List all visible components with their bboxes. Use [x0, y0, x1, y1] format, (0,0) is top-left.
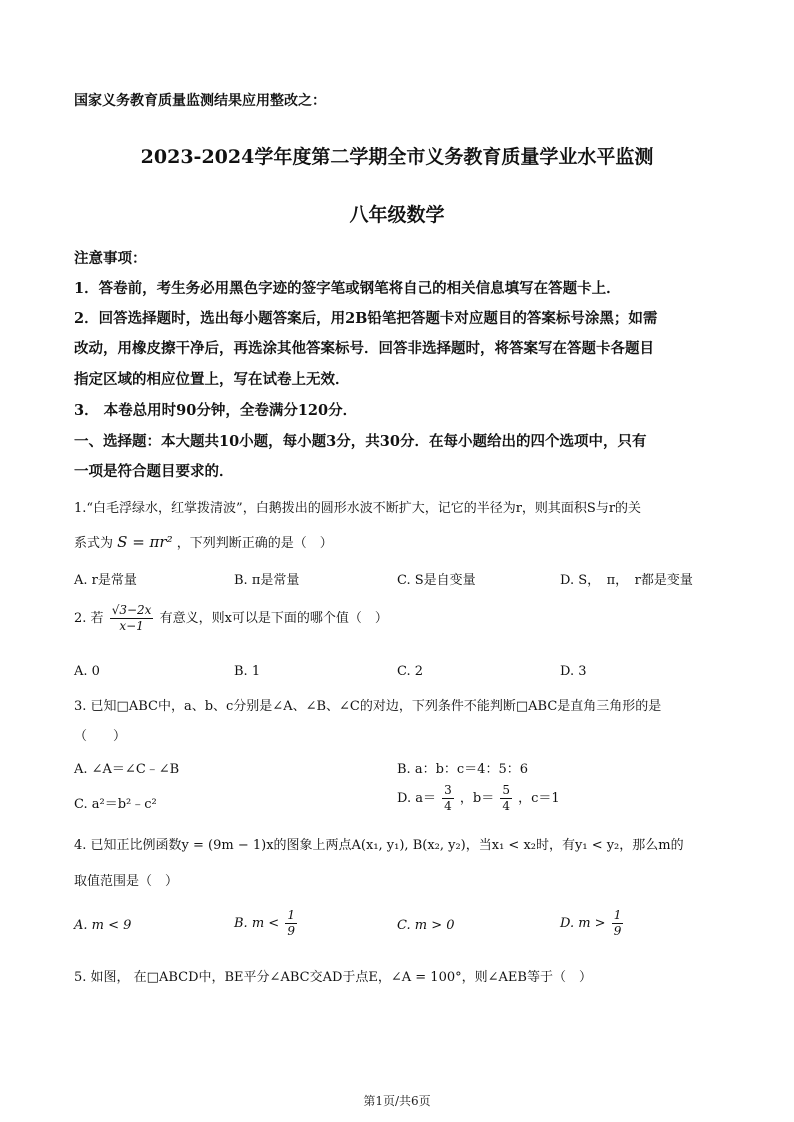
q4-fraction-b	[285, 908, 297, 939]
q2-numerator: √3−2x	[111, 603, 152, 617]
q4-option-b-prefix: B. m <	[234, 916, 280, 931]
q2-option-c: C. 2	[397, 664, 424, 679]
q2-denominator: x−1	[119, 619, 144, 633]
q2-fraction	[110, 603, 154, 634]
q2-prefix: 2. 若	[74, 611, 104, 626]
notice-item-1: 1．答卷前，考生务必用黑色字迹的签字笔或钢笔将自己的相关信息填写在答题卡上．	[74, 280, 621, 297]
section-heading: 一、选择题：本大题共10小题，每小题3分，共30分．在每小题给出的四个选项中，只有	[74, 433, 647, 450]
q2-option-a: A. 0	[74, 664, 100, 679]
q4-option-d	[560, 908, 625, 939]
q2-option-b: B. 1	[234, 664, 261, 679]
q1-option-d: D. S， π， r都是变量	[560, 573, 693, 588]
notice-item-2-cont2: 指定区域的相应位置上，写在试卷上无效．	[74, 371, 350, 388]
q1-suffix: ，下列判断正确的是（ ）	[176, 536, 333, 551]
q3-option-c: C. a²＝b²﹣c²	[74, 797, 157, 812]
q4-option-d-prefix: D. m >	[560, 916, 606, 931]
q3-option-d	[397, 783, 560, 814]
q3-fraction-b-den: 4	[502, 799, 511, 813]
q3-option-a: A. ∠A＝∠C﹣∠B	[74, 762, 180, 777]
q1-stem-cont	[74, 532, 333, 551]
section-heading-cont: 一项是符合题目要求的．	[74, 463, 234, 480]
q4-option-a: A. m < 9	[74, 918, 132, 933]
q3-option-d-mid: ，b＝	[459, 791, 495, 806]
q3-option-b: B. a：b：c＝4：5：6	[397, 762, 528, 777]
q1-stem: 1.“白毛浮绿水，红掌拨清波”，白鹅拨出的圆形水波不断扩大，记它的半径为r，则其面积S与r的关	[74, 501, 642, 516]
q2-suffix: 有意义，则x可以是下面的哪个值（ ）	[159, 611, 388, 626]
notice-heading: 注意事项：	[74, 250, 147, 267]
q3-stem-cont: （ ）	[74, 729, 127, 744]
q2-stem	[74, 603, 388, 634]
q4-fraction-b-num: 1	[287, 908, 295, 922]
q4-fraction-b-den: 9	[287, 924, 295, 938]
q3-option-d-prefix: D. a＝	[397, 791, 436, 806]
q4-fraction-d	[612, 908, 624, 939]
q4-option-b	[234, 908, 299, 939]
q3-fraction-a-num: 3	[444, 783, 452, 797]
q3-fraction-b	[500, 783, 512, 814]
q1-option-a: A. r是常量	[74, 573, 137, 588]
exam-title: 2023-2024学年度第二学期全市义务教育质量学业水平监测	[140, 146, 654, 168]
q4-option-c: C. m > 0	[397, 918, 455, 933]
q3-fraction-a	[442, 783, 454, 814]
notice-item-2: 2．回答选择题时，选出每小题答案后，用2B铅笔把答题卡对应题目的答案标号涂黑；如需	[74, 310, 658, 327]
notice-item-2-cont: 改动，用橡皮擦干净后，再选涂其他答案标号．回答非选择题时，将答案写在答题卡各题目	[74, 340, 654, 357]
q4-fraction-d-den: 9	[613, 924, 622, 938]
q1-option-c: C. S是自变量	[397, 573, 476, 588]
q4-fraction-d-num: 1	[613, 908, 622, 922]
q1-prefix: 系式为	[74, 536, 114, 551]
q4-stem-cont: 取值范围是（ ）	[74, 874, 179, 889]
q3-stem: 3. 已知□ABC中，a、b、c分别是∠A、∠B、∠C的对边，下列条件不能判断□ABC是直角三角形的是	[74, 699, 662, 714]
q1-option-b: B. π是常量	[234, 573, 300, 588]
q3-option-d-suffix: ，c＝1	[518, 791, 560, 806]
q3-fraction-b-num: 5	[502, 783, 511, 797]
exam-subject: 八年级数学	[349, 204, 445, 226]
q3-fraction-a-den: 4	[444, 799, 452, 813]
q5-stem: 5. 如图， 在□ABCD中，BE平分∠ABC交AD于点E，∠A = 100°，则∠AEB等于（ ）	[74, 970, 592, 985]
q4-stem: 4. 已知正比例函数y = (9m − 1)x的图象上两点A(x₁, y₁), B(x₂, y₂)，当x₁ < x₂时，有y₁ < y₂，那么m的	[74, 838, 684, 853]
page-footer: 第1页/共6页	[363, 1094, 431, 1108]
q1-formula: S = πr²	[117, 533, 173, 551]
notice-item-3: 3． 本卷总用时90分钟，全卷满分120分．	[74, 402, 358, 419]
header-tag: 国家义务教育质量监测结果应用整改之：	[74, 93, 326, 109]
q2-option-d: D. 3	[560, 664, 587, 679]
